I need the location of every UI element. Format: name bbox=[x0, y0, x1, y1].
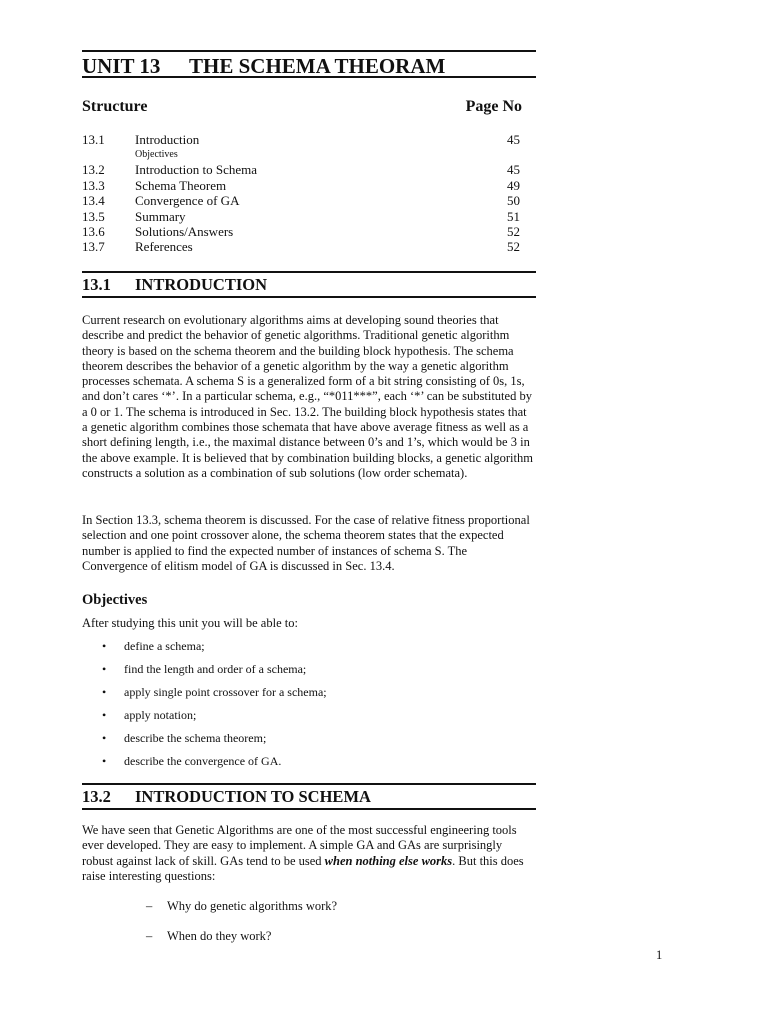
list-item bbox=[82, 682, 522, 705]
schema-paragraph-emphasis: when nothing else works bbox=[324, 853, 453, 868]
list-item bbox=[82, 728, 522, 751]
toc-title: Summary bbox=[135, 208, 186, 224]
unit-title: THE SCHEMA THEORAM bbox=[189, 54, 446, 78]
toc-number: 13.4 bbox=[82, 193, 105, 209]
dash-icon: – bbox=[146, 929, 153, 943]
schema-paragraph-start: We have seen that Genetic Algorithms are one of the most successful engineering tools ever developed. They are easy to implement. A simple GA and GAs are surprisingly robust against lack of skill. GAs tend to be used bbox=[82, 823, 517, 868]
objective-text: apply single point crossover for a schema; bbox=[124, 685, 327, 699]
section-number: 13.1 bbox=[82, 275, 111, 294]
bullet-icon: • bbox=[102, 662, 107, 676]
toc-number: 13.5 bbox=[82, 208, 105, 224]
toc-page: 45 bbox=[507, 162, 520, 178]
list-item bbox=[82, 751, 522, 774]
toc-number: 13.7 bbox=[82, 239, 105, 255]
objective-text: describe the schema theorem; bbox=[124, 731, 267, 745]
structure-header bbox=[82, 98, 522, 118]
section-title: INTRODUCTION bbox=[135, 275, 268, 294]
list-item bbox=[82, 636, 522, 659]
objective-text: define a schema; bbox=[124, 639, 205, 653]
question-text: When do they work? bbox=[167, 929, 272, 943]
toc-number: 13.6 bbox=[82, 223, 105, 239]
toc-row bbox=[82, 224, 522, 239]
section-heading-introduction bbox=[82, 271, 536, 298]
toc-title: Introduction bbox=[135, 132, 200, 147]
toc-page: 52 bbox=[507, 239, 520, 255]
section-heading-schema bbox=[82, 783, 536, 810]
toc-number: 13.3 bbox=[82, 177, 105, 193]
objectives-intro: After studying this unit you will be able to: bbox=[82, 616, 298, 630]
section-title: INTRODUCTION TO SCHEMA bbox=[135, 787, 371, 806]
toc-title: Schema Theorem bbox=[135, 177, 227, 193]
toc-page: 49 bbox=[507, 177, 520, 193]
toc-title: References bbox=[135, 239, 193, 255]
toc-number: 13.1 bbox=[82, 132, 105, 147]
toc-title: Introduction to Schema bbox=[135, 162, 258, 178]
intro-paragraph-2: In Section 13.3, schema theorem is discussed. For the case of relative fitness proportional selection and one point crossover alone, the schema theorem states that the expected number is applied to find the expected number of instances of schema S. The Convergence of elitism model of GA is discussed in Sec. 13.4. bbox=[82, 513, 530, 573]
unit-number: UNIT 13 bbox=[82, 54, 161, 78]
toc-number: 13.2 bbox=[82, 162, 105, 178]
toc-row bbox=[82, 162, 522, 177]
toc-row bbox=[82, 209, 522, 224]
intro-paragraph-1: Current research on evolutionary algorithms aims at developing sound theories that describe and predict the behavior of genetic algorithms. Traditional genetic algorithm theory is based on the schema theorem and the building block hypothesis. The schema theorem describes the behavior of a genetic algorithm by the way a genetic algorithm processes schemata. A schema S is a generalized form of a bit string consisting of 0s, 1s, and don’t cares ‘*’. In a particular schema, e.g., “*011***”, each ‘*’ can be substituted by a 0 or 1. The schema is introduced in Sec. 13.2. The building block hypothesis states that a genetic algorithm combines those schemata that have above average fitness as well as a short defining length, i.e., the maximal distance between 0’s and 1’s, which would be 3 in the above example. It is believed that by combination building blocks, a genetic algorithm constructs a solution as a combination of sub solutions (low order schemata). bbox=[82, 313, 533, 480]
toc-row bbox=[82, 239, 522, 254]
toc-page: 45 bbox=[507, 132, 520, 147]
objective-text: describe the convergence of GA. bbox=[124, 754, 282, 768]
structure-label: Structure bbox=[82, 98, 148, 115]
toc-row bbox=[82, 193, 522, 208]
objectives-heading: Objectives bbox=[82, 592, 148, 608]
toc-title: Objectives bbox=[135, 149, 178, 161]
bullet-icon: • bbox=[102, 708, 107, 722]
bullet-icon: • bbox=[102, 685, 107, 699]
objectives-list bbox=[82, 636, 522, 774]
schema-paragraph bbox=[82, 823, 534, 884]
page-no-label: Page No bbox=[465, 98, 522, 115]
objective-text: apply notation; bbox=[124, 708, 197, 722]
bullet-icon: • bbox=[102, 639, 107, 653]
dash-icon: – bbox=[146, 899, 153, 913]
toc-row bbox=[82, 178, 522, 193]
list-item bbox=[82, 659, 522, 682]
toc-row bbox=[82, 132, 522, 147]
list-item bbox=[82, 705, 522, 728]
page-number: 1 bbox=[656, 948, 663, 962]
question-text: Why do genetic algorithms work? bbox=[167, 899, 338, 913]
schema-paragraph-end: . But this does raise interesting questions: bbox=[82, 853, 524, 883]
toc-page: 52 bbox=[507, 223, 520, 239]
toc-row bbox=[82, 147, 522, 162]
toc-page: 51 bbox=[507, 208, 520, 224]
table-of-contents bbox=[82, 132, 522, 255]
toc-page: 50 bbox=[507, 193, 520, 209]
section-number: 13.2 bbox=[82, 787, 111, 806]
unit-heading bbox=[82, 50, 536, 78]
toc-title: Convergence of GA bbox=[135, 193, 240, 209]
objective-text: find the length and order of a schema; bbox=[124, 662, 307, 676]
toc-title: Solutions/Answers bbox=[135, 223, 234, 239]
bullet-icon: • bbox=[102, 754, 107, 768]
bullet-icon: • bbox=[102, 731, 107, 745]
